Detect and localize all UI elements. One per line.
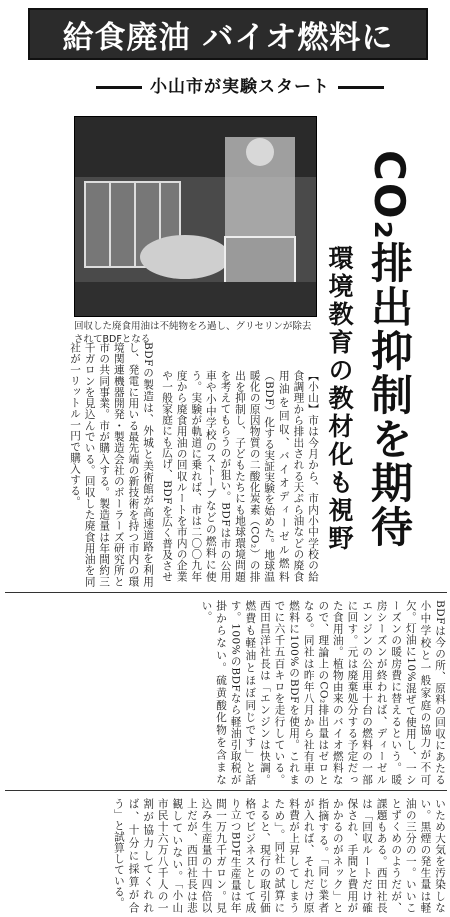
headline-banner [28, 8, 428, 60]
body-column-3: BDFは今の所、原料の回収にあたる小中学校と一般家庭の協力が不可欠。灯油に10%混ぜて使用し、一シーズンの暖房費に替えるという。暖房シーズンが終われば、ディーゼルエンジンの公用車十台の燃料の一部に回す。元は廃棄処分する予定だった食用油。植物由来のバイオ燃料なので、理論上のCO₂排出量はゼロとなる。同社は昨年八月から社有車の燃料に100%のBDFを使用。これまでに六千五百キロを走行している。西田昌洋社長は「エンジンは快調。燃費も軽油とほぼ同じです」と話す。100%のBDFなら軽油引取税が掛からない。硫黄酸化物を含まない。 [200, 600, 446, 785]
photo-caption: 回収した廃食用油は不純物をろ過し、グリセリンが除去されてBDFとなる [74, 321, 312, 345]
body-column-1: 【小山】市は今月から、市内小中学校の給食調理から排出される天ぷら油などの廃食用油を回収、バイオディーゼル燃料（BDF）化する実証実験を始めた。地球温暖化の原因物質の二酸化炭素（CO₂）の排出を抑制し、子どもたちにも地球環境問題を考えてもらうのが狙い。BDFは市の公用車や小中学校のストーブなどの燃料に使う。実験が軌道に乗れば、市は二〇〇九年度から廃食用油の回収ルートを市内の企業や一般家庭にも広げ、BDFを広く普及させ [161, 370, 319, 582]
subheadline-text: 小山市が実験スタート [150, 77, 330, 97]
subheadline [60, 72, 420, 97]
article-photo [74, 116, 317, 317]
column-divider [5, 790, 447, 791]
body-column-2: BDFの製造は、外城と美術館が高速道路を利用し、発電に用いる最先端の新技術を持つ市内の環境関連機器開発・製造会社のボーラーズ研究所と市の共同事業。市が購入する。製造量は年間約三千ガロンを見込んでいる。回収した廃食用油を同社が一リットル一円で購入する。 [69, 342, 154, 587]
column-divider [5, 592, 447, 593]
vertical-headline-sub: 環境教育の教材化も視野 [325, 245, 354, 553]
body-column-4: いため大気を汚染しない。黒煙の発生量は軽油の三分の一。いいことずくめのようだが、課題もある。西田社長は「回収ルートだけ確保され、手間と費用がかかるのがネック」と指摘する。「同じ業者が入れば、それだけ原料費が上昇してしまうため」。同社の試算によると、現行の取引価格でビジネスとして成り立つBDF生産量は年間一万九千ガロン。見込み生産量の十四倍以上だが、西田社長は悲観していない。「小山市民十六万八千人の一割が協力してくれれば、十分に採算が合う」と試算している。 [112, 798, 446, 913]
vertical-headline-main: CO₂排出抑制を期待 [365, 150, 414, 549]
headline: 給食廃油 バイオ燃料に [62, 19, 394, 56]
